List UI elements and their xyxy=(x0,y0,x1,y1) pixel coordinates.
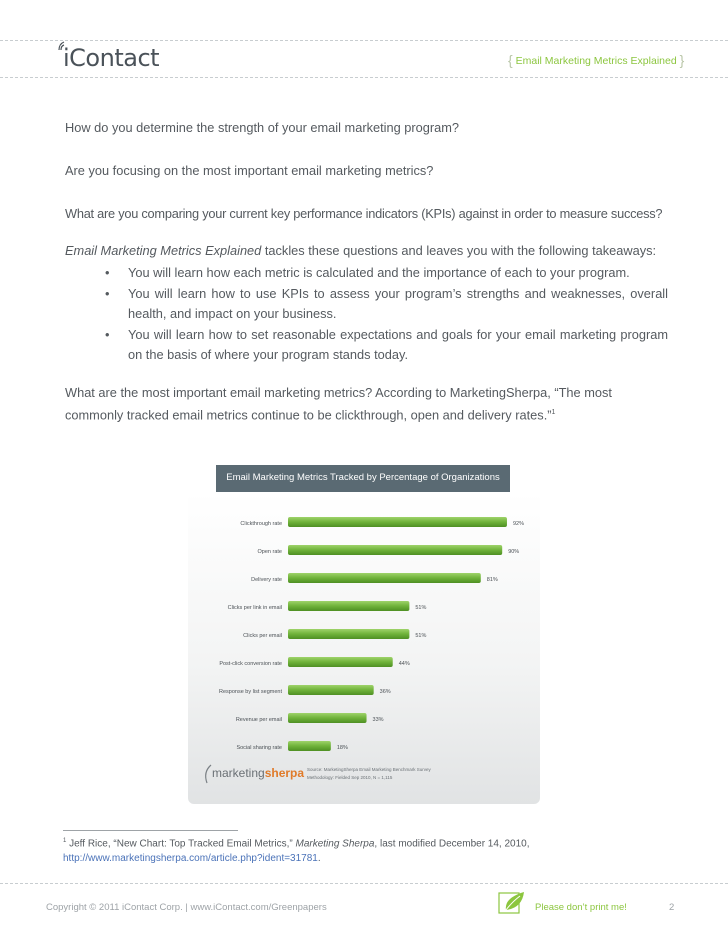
category-label: Post-click conversion rate xyxy=(219,661,282,667)
category-label: Response by list segment xyxy=(219,689,282,695)
bar xyxy=(288,741,331,751)
source-line-1: Source: MarketingSherpa Email Marketing Benchmark Survey xyxy=(307,767,431,772)
bar xyxy=(288,517,507,527)
bar xyxy=(288,601,409,611)
list-item xyxy=(105,325,668,365)
footnote-source: Marketing Sherpa xyxy=(295,838,375,850)
intro-paragraph xyxy=(65,241,656,261)
value-label: 90% xyxy=(508,549,520,555)
bullet-icon: • xyxy=(105,286,110,301)
bullet-icon: • xyxy=(105,327,110,342)
category-label: Revenue per email xyxy=(235,717,282,723)
footnote-text-after: , last modified December 14, 2010, xyxy=(374,838,530,850)
footnote-number: 1 xyxy=(63,838,67,844)
print-note: Please don’t print me! xyxy=(535,902,627,913)
source-line-2: Methodology: Fielded Sep 2010, N = 1,115 xyxy=(307,775,393,780)
bar xyxy=(288,685,374,695)
logo-text-a: marketing xyxy=(212,766,265,780)
chart-source xyxy=(307,766,431,782)
bar-chart xyxy=(188,492,540,762)
leaf-icon xyxy=(498,888,528,916)
value-label: 81% xyxy=(486,577,498,583)
sherpa-swoosh-icon xyxy=(202,764,214,784)
chart-title: Email Marketing Metrics Tracked by Percentage of Organizations xyxy=(226,472,500,483)
intro-title: Email Marketing Metrics Explained xyxy=(65,243,262,258)
list-item xyxy=(105,263,668,283)
footnote-link[interactable]: http://www.marketingsherpa.com/article.php?ident=31781 xyxy=(63,853,318,865)
value-label: 36% xyxy=(379,689,391,695)
page-number: 2 xyxy=(669,902,675,913)
value-label: 44% xyxy=(398,661,410,667)
list-item-text: You will learn how each metric is calculated and the importance of each to your program. xyxy=(128,265,630,280)
takeaway-list xyxy=(105,263,668,365)
intro-rest: tackles these questions and leaves you with the following takeaways: xyxy=(261,243,657,258)
question-2: Are you focusing on the most important email marketing metrics? xyxy=(65,163,434,178)
bar xyxy=(288,713,367,723)
header-dashed-rule xyxy=(0,77,728,78)
signal-icon xyxy=(57,40,67,52)
list-item-text: You will learn how to set reasonable expectations and goals for your email marketing program on the basis of where your program stands today. xyxy=(128,327,668,362)
list-item-text: You will learn how to use KPIs to assess your program’s strengths and weaknesses, overall health, and impact on your business. xyxy=(128,286,668,321)
bracket-right: } xyxy=(679,52,685,68)
bracket-left: { xyxy=(508,52,513,68)
category-label: Clicks per link in email xyxy=(227,605,282,611)
logo-text: iContact xyxy=(63,44,160,72)
top-dashed-rule xyxy=(0,40,728,41)
category-label: Delivery rate xyxy=(251,577,282,583)
footer-copyright: Copyright © 2011 iContact Corp. | www.iContact.com/Greenpapers xyxy=(46,902,327,913)
footnote-link-end: . xyxy=(317,853,321,865)
bar xyxy=(288,657,393,667)
bar xyxy=(288,545,502,555)
document-title xyxy=(508,51,684,67)
question-1: How do you determine the strength of your email marketing program? xyxy=(65,120,460,135)
footer-dashed-rule xyxy=(0,883,728,884)
closing-paragraph xyxy=(65,383,665,425)
value-label: 33% xyxy=(372,717,384,723)
footnote-rule xyxy=(63,830,238,831)
category-label: Clickthrough rate xyxy=(240,521,282,527)
value-label: 92% xyxy=(512,521,524,527)
bar xyxy=(288,573,481,583)
footnote-text-before: Jeff Rice, “New Chart: Top Tracked Email Metrics,” xyxy=(66,838,296,850)
marketingsherpa-logo xyxy=(212,766,304,780)
category-label: Open rate xyxy=(257,549,282,555)
value-label: 51% xyxy=(415,605,427,611)
value-label: 51% xyxy=(415,633,427,639)
closing-text: What are the most important email marketing metrics? According to MarketingSherpa, “The most commonly tracked email metrics continue to be clickthrough, open and delivery rates.” xyxy=(65,385,612,423)
list-item xyxy=(105,284,668,324)
value-label: 18% xyxy=(336,745,348,751)
logo-text-b: sherpa xyxy=(264,766,305,780)
footnote xyxy=(63,834,683,866)
document-title-text: Email Marketing Metrics Explained xyxy=(515,55,677,67)
bullet-icon: • xyxy=(105,265,110,280)
bar xyxy=(288,629,409,639)
question-3: What are you comparing your current key performance indicators (KPIs) against in order to measure success? xyxy=(65,206,663,221)
footnote-ref: 1 xyxy=(551,409,556,416)
category-label: Clicks per email xyxy=(243,633,282,639)
icontact-logo xyxy=(63,44,159,72)
category-label: Social sharing rate xyxy=(236,745,282,751)
